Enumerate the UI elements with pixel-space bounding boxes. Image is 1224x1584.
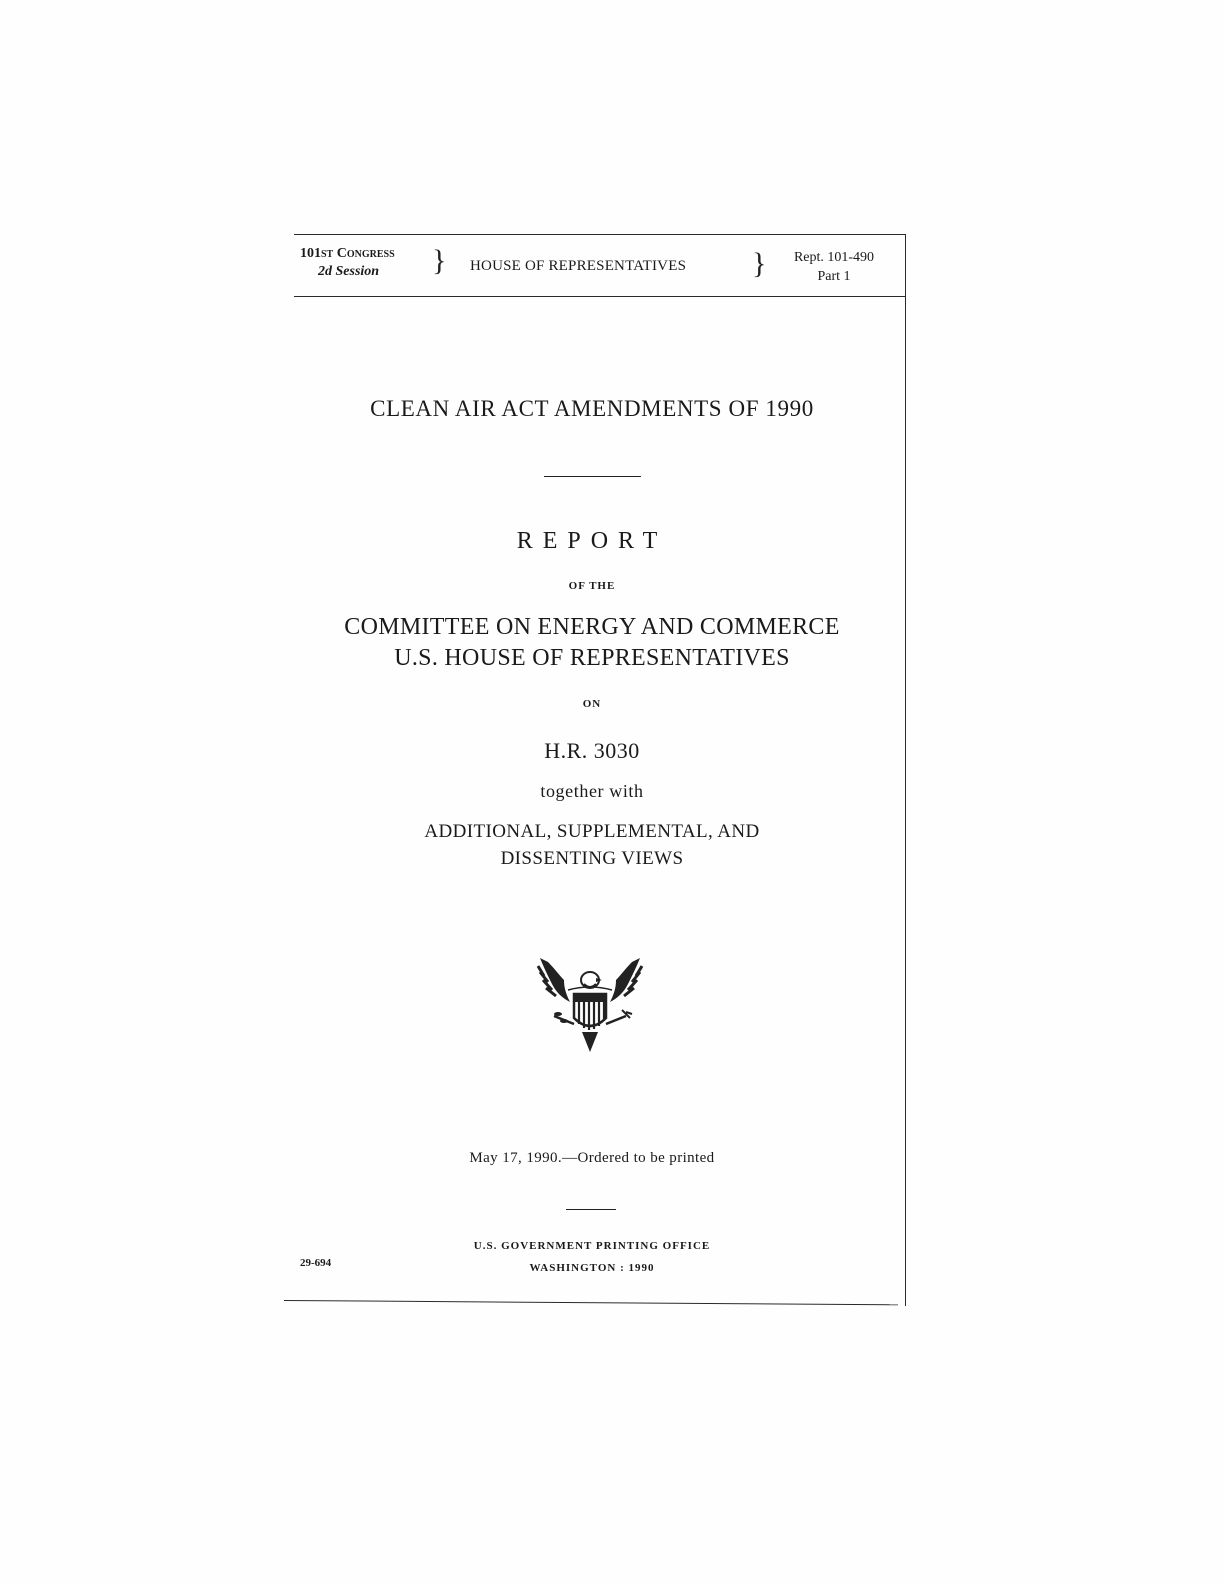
committee-line-1: COMMITTEE ON ENERGY AND COMMERCE	[344, 614, 840, 640]
right-brace: }	[752, 247, 767, 280]
document-title: CLEAN AIR ACT AMENDMENTS OF 1990	[370, 396, 814, 421]
header-bottom-rule	[294, 296, 906, 297]
views-line-2: DISSENTING VIEWS	[500, 848, 684, 869]
on-label: ON	[582, 698, 602, 710]
great-seal-eagle-icon	[534, 954, 646, 1054]
printer-divider	[566, 1209, 616, 1210]
left-brace: }	[432, 244, 447, 277]
frame-top-rule	[294, 234, 906, 235]
printer-line-1: U.S. GOVERNMENT PRINTING OFFICE	[473, 1240, 711, 1252]
title-divider	[544, 476, 641, 477]
report-number-block	[782, 248, 886, 286]
printer-imprint	[294, 1235, 890, 1279]
stock-number: 29-694	[300, 1257, 332, 1269]
chamber-label: HOUSE OF REPRESENTATIVES	[470, 258, 687, 274]
of-the-label: OF THE	[568, 580, 616, 592]
views-label	[294, 818, 890, 872]
printer-line-2: WASHINGTON : 1990	[529, 1262, 655, 1274]
report-number: Rept. 101-490	[793, 250, 875, 265]
together-with-label: together with	[540, 781, 644, 801]
views-line-1: ADDITIONAL, SUPPLEMENTAL, AND	[424, 821, 760, 842]
report-part: Part 1	[817, 269, 851, 284]
bill-number: H.R. 3030	[544, 738, 640, 763]
congress-session-block	[300, 245, 395, 281]
committee-line-2: U.S. HOUSE OF REPRESENTATIVES	[394, 645, 790, 671]
committee-name	[294, 612, 890, 674]
ordered-printed-line: May 17, 1990.—Ordered to be printed	[469, 1150, 715, 1166]
frame-right-rule	[905, 234, 906, 1306]
frame-bottom-rule	[284, 1300, 898, 1305]
session-label: 2d Session	[318, 264, 380, 279]
congress-label: 101st Congress	[300, 246, 395, 261]
report-heading: REPORT	[516, 528, 668, 554]
